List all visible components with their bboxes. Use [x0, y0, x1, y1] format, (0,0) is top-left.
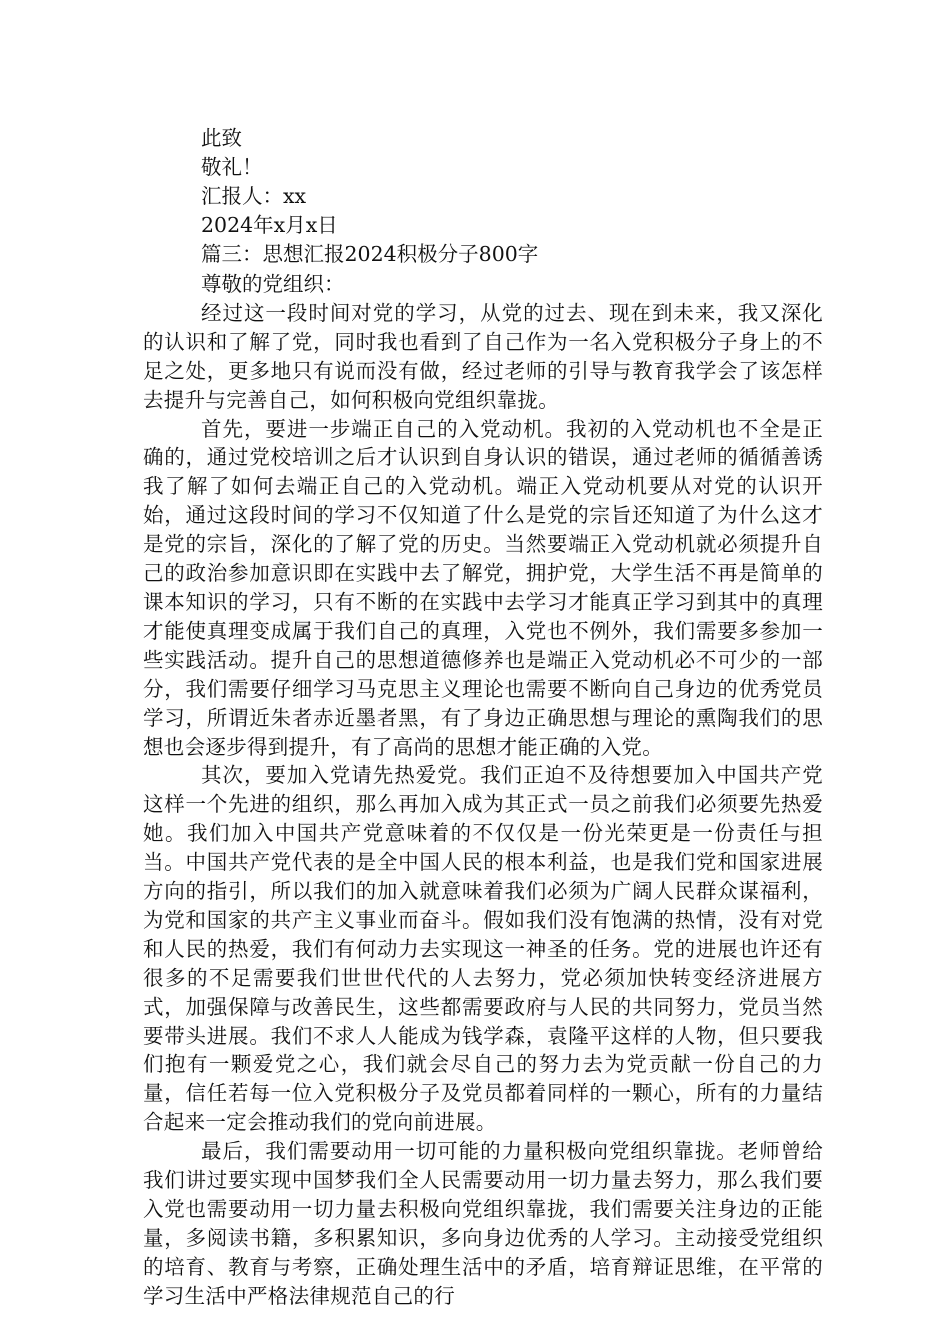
paragraph-first: 首先，要进一步端正自己的入党动机。我初的入党动机也不全是正确的，通过党校培训之后才认识到自身认识的错误，通过老师的循循善诱我了解了如何去端正自己的入党动机。端正入党动机要从对党的认识开始，通过这段时间的学习不仅知道了什么是党的宗旨还知道了为什么这才是党的宗旨，深化的了解了党的历史。当然要端正入党动机就必须提升自己的政治参加意识即在实践中去了解党，拥护党，大学生活不再是简单的课本知识的学习，只有不断的在实践中去学习才能真正学习到其中的真理才能使真理变成属于我们自己的真理，入党也不例外，我们需要多参加一些实践活动。提升自己的思想道德修养也是端正入党动机必不可少的一部分，我们需要仔细学习马克思主义理论也需要不断向自己身边的优秀党员学习，所谓近朱者赤近墨者黑，有了身边正确思想与理论的熏陶我们的思想也会逐步得到提升，有了高尚的思想才能正确的入党。 — [143, 416, 823, 759]
paragraph-second: 其次，要加入党请先热爱党。我们正迫不及待想要加入中国共产党这样一个先进的组织，那么再加入成为其正式一员之前我们必须要先热爱她。我们加入中国共产党意味着的不仅仅是一份光荣更是一份责任与担当。中国共产党代表的是全中国人民的根本利益，也是我们党和国家进展方向的指引，所以我们的加入就意味着我们必须为广阔人民群众谋福利，为党和国家的共产主义事业而奋斗。假如我们没有饱满的热情，没有对党和人民的热爱，我们有何动力去实现这一神圣的任务。党的进展也许还有很多的不足需要我们世世代代的人去努力，党必须加快转变经济进展方式，加强保障与改善民生，这些都需要政府与人民的共同努力，党员当然要带头进展。我们不求人人能成为钱学森，袁隆平这样的人物，但只要我们抱有一颗爱党之心，我们就会尽自己的努力去为党贡献一份自己的力量，信任若每一位入党积极分子及党员都着同样的一颗心，所有的力量结合起来一定会推动我们的党向前进展。 — [143, 763, 823, 1135]
letter-closing — [143, 124, 881, 269]
date-line: 2024年x月x日 — [201, 212, 338, 237]
letter-greeting: 尊敬的党组织： — [201, 272, 345, 296]
letter-body — [143, 270, 823, 1311]
closing-regards: 敬礼！ — [201, 154, 263, 179]
paragraph-last: 最后，我们需要动用一切可能的力量积极向党组织靠拢。老师曾给我们讲过要实现中国梦我们全人民需要动用一切力量去努力，那么我们要入党也需要动用一切力量去积极向党组织靠拢，我们需要关注身边的正能量，多阅读书籍，多积累知识，多向身边优秀的人学习。主动接受党组织的培育、教育与考察，正确处理生活中的矛盾，培育辩证思维，在平常的学习生活中严格法律规范自己的行 — [143, 1139, 823, 1308]
closing-salutation: 此致 — [201, 126, 242, 150]
section-title: 篇三：思想汇报2024积极分子800字 — [201, 241, 539, 266]
paragraph-intro: 经过这一段时间对党的学习，从党的过去、现在到未来，我又深化的认识和了解了党，同时我也看到了自己作为一名入党积极分子身上的不足之处，更多地只有说而没有做，经过老师的引导与教育我学会了该怎样去提升与完善自己，如何积极向党组织靠拢。 — [143, 300, 823, 412]
reporter-line: 汇报人：xx — [201, 183, 307, 208]
